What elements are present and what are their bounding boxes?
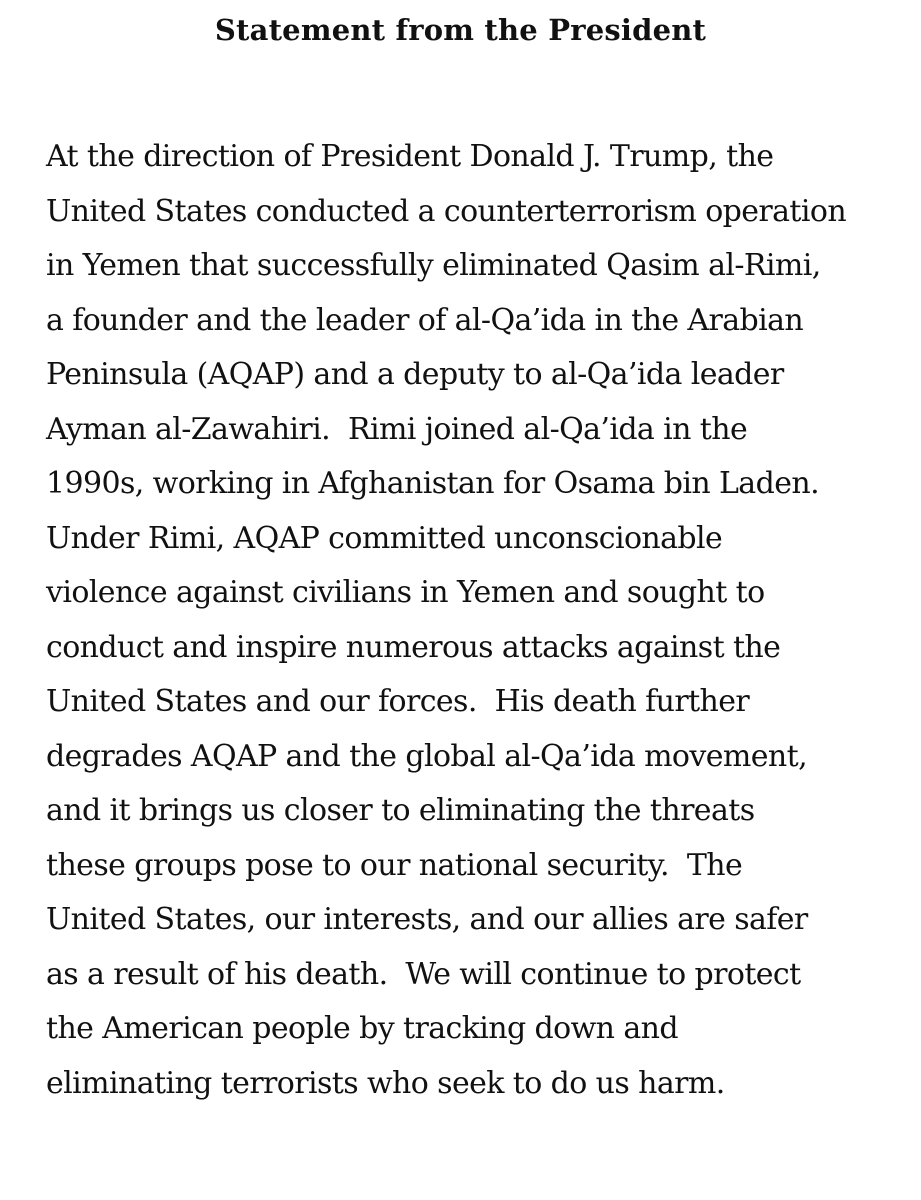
statement-line: in Yemen that successfully eliminated Qasim al-Rimi,: [46, 248, 821, 283]
statement-line: Ayman al-Zawahiri. Rimi joined al-Qa’ida in the: [46, 411, 748, 447]
statement-line: a founder and the leader of al-Qa’ida in the Arabian: [46, 302, 804, 338]
statement-line: these groups pose to our national security. The: [46, 847, 743, 883]
statement-line: Under Rimi, AQAP committed unconscionable: [46, 520, 723, 556]
statement-line: At the direction of President Donald J. Trump, the: [46, 139, 774, 174]
statement-title: Statement from the President: [214, 13, 707, 47]
statement-line: eliminating terrorists who seek to do us harm.: [46, 1065, 725, 1101]
statement-line: as a result of his death. We will continue to protect: [46, 956, 801, 992]
statement-line: the American people by tracking down and: [46, 1011, 678, 1046]
statement-line: United States, our interests, and our allies are safer: [46, 902, 808, 937]
statement-line: 1990s, working in Afghanistan for Osama bin Laden.: [46, 466, 820, 501]
statement-line: violence against civilians in Yemen and sought to: [46, 575, 765, 610]
statement-line: degrades AQAP and the global al-Qa’ida movement,: [46, 738, 808, 774]
statement-line: United States conducted a counterterrorism operation: [46, 193, 847, 229]
statement-body: [46, 130, 906, 1111]
statement-line: United States and our forces. His death further: [46, 684, 750, 719]
statement-line: Peninsula (AQAP) and a deputy to al-Qa’ida leader: [46, 357, 784, 392]
statement-line: and it brings us closer to eliminating the threats: [46, 793, 755, 828]
statement-line: conduct and inspire numerous attacks against the: [46, 629, 781, 665]
